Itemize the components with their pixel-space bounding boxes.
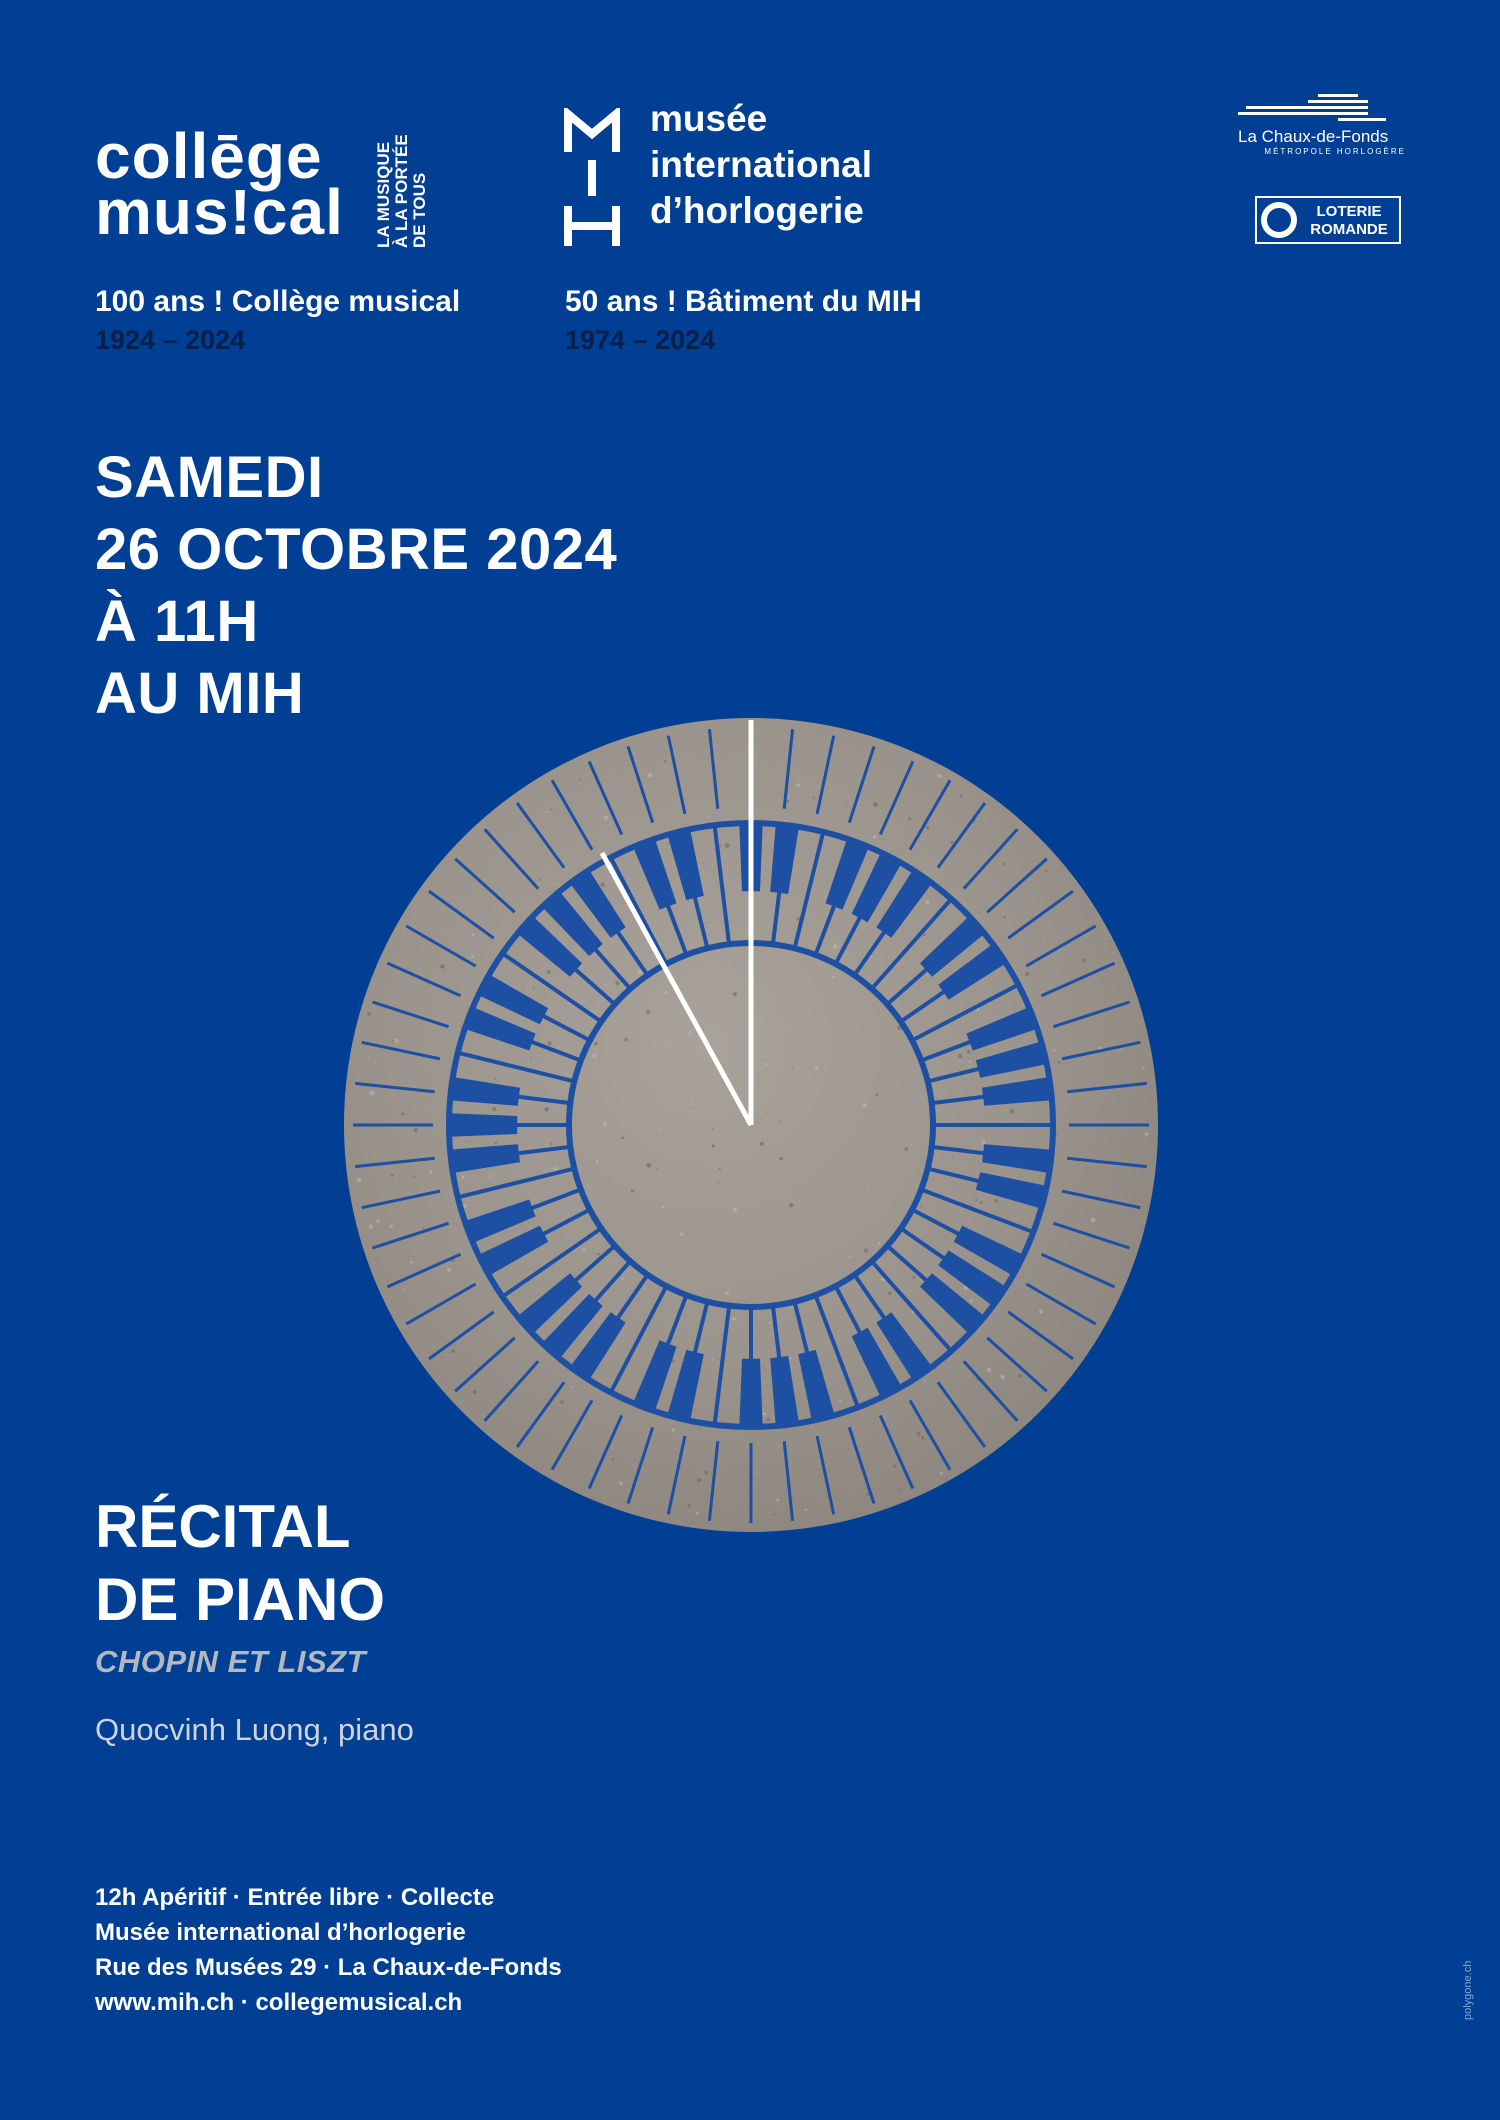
stone-speck bbox=[1002, 863, 1005, 866]
stone-speck bbox=[763, 1412, 766, 1415]
stone-speck bbox=[696, 1512, 699, 1515]
stone-speck bbox=[970, 1218, 972, 1220]
stone-speck bbox=[492, 1107, 496, 1111]
stone-speck bbox=[916, 1432, 920, 1436]
stone-speck bbox=[658, 1038, 660, 1040]
stone-speck bbox=[970, 1299, 973, 1302]
stone-speck bbox=[631, 1189, 634, 1192]
stone-speck bbox=[732, 1317, 736, 1321]
stone-speck bbox=[572, 1387, 574, 1389]
stone-speck bbox=[403, 1289, 405, 1291]
college-anniversary-title: 100 ans ! Collège musical bbox=[95, 285, 461, 318]
stone-speck bbox=[646, 1010, 650, 1014]
loterie-line1: LOTERIE bbox=[1316, 203, 1382, 220]
stone-speck bbox=[815, 1066, 819, 1070]
stone-speck bbox=[545, 811, 547, 813]
info-line: www.mih.ch · collegemusical.ch bbox=[95, 1989, 463, 2016]
mih-line: d’horlogerie bbox=[650, 190, 864, 231]
stone-speck bbox=[898, 1488, 900, 1490]
stone-speck bbox=[640, 1021, 641, 1022]
stone-speck bbox=[937, 774, 941, 778]
stone-speck bbox=[719, 1168, 721, 1170]
stone-speck bbox=[648, 773, 653, 778]
stone-speck bbox=[875, 1093, 878, 1096]
stone-speck bbox=[451, 1349, 455, 1353]
stone-speck bbox=[923, 1381, 925, 1383]
stone-speck bbox=[917, 1097, 919, 1099]
stone-speck bbox=[700, 1426, 702, 1428]
piano-clock-icon bbox=[344, 718, 1158, 1532]
stone-speck bbox=[975, 1199, 977, 1201]
college-musical-tagline bbox=[375, 98, 525, 248]
college-musical-wordmark-line2: mus!cal bbox=[95, 176, 344, 248]
stone-speck bbox=[912, 1276, 915, 1279]
stone-speck bbox=[925, 900, 929, 904]
practical-info bbox=[95, 1880, 562, 2020]
mih-line: musée bbox=[650, 98, 768, 139]
stone-speck bbox=[619, 1482, 622, 1485]
stone-speck bbox=[656, 1168, 658, 1170]
stone-speck bbox=[565, 1173, 567, 1175]
stone-speck bbox=[766, 1063, 769, 1066]
stone-speck bbox=[836, 1327, 837, 1328]
stone-speck bbox=[839, 1400, 841, 1402]
stone-speck bbox=[712, 1145, 715, 1148]
stone-speck bbox=[733, 1208, 737, 1212]
stone-speck bbox=[472, 933, 475, 936]
stone-speck bbox=[530, 1057, 532, 1059]
stone-speck bbox=[733, 965, 735, 967]
info-line: Rue des Musées 29 · La Chaux-de-Fonds bbox=[95, 1954, 562, 1981]
stone-speck bbox=[689, 1031, 692, 1034]
event-title bbox=[95, 1490, 385, 1636]
stone-speck bbox=[797, 783, 801, 787]
stone-speck bbox=[563, 1099, 565, 1101]
stone-speck bbox=[725, 1291, 729, 1295]
stone-speck bbox=[680, 1233, 684, 1237]
tagline-line: DE TOUS bbox=[410, 172, 429, 248]
stone-speck bbox=[440, 964, 444, 968]
stone-speck bbox=[878, 1242, 880, 1244]
stone-speck bbox=[713, 1260, 715, 1262]
stone-speck bbox=[461, 1176, 465, 1180]
stone-speck bbox=[831, 976, 833, 978]
stone-speck bbox=[1053, 1049, 1055, 1051]
event-date bbox=[95, 442, 617, 730]
stone-speck bbox=[550, 1143, 553, 1146]
stone-speck bbox=[711, 1358, 713, 1360]
stone-speck bbox=[950, 841, 953, 844]
black-key bbox=[449, 1113, 517, 1136]
stone-speck bbox=[995, 1199, 999, 1203]
stone-speck bbox=[548, 1041, 552, 1045]
stone-speck bbox=[367, 1012, 370, 1015]
stone-speck bbox=[737, 1078, 739, 1080]
stone-speck bbox=[787, 981, 789, 983]
stone-speck bbox=[779, 1120, 781, 1122]
stone-speck bbox=[833, 944, 838, 949]
stone-speck bbox=[659, 1127, 661, 1129]
stone-speck bbox=[1058, 1061, 1061, 1064]
stone-speck bbox=[582, 1248, 585, 1251]
loterie-line2: ROMANDE bbox=[1310, 221, 1388, 238]
stone-speck bbox=[792, 1067, 793, 1068]
stone-speck bbox=[940, 1472, 943, 1475]
stone-speck bbox=[533, 987, 535, 989]
stone-speck bbox=[560, 1401, 563, 1404]
stone-speck bbox=[862, 1103, 866, 1107]
stone-speck bbox=[920, 1206, 922, 1208]
stone-speck bbox=[1083, 1299, 1084, 1300]
chaux-de-fonds-name: La Chaux-de-Fonds bbox=[1238, 127, 1389, 146]
stone-speck bbox=[413, 1176, 415, 1178]
stone-speck bbox=[1039, 1310, 1043, 1314]
college-anniversary-years: 1924 – 2024 bbox=[95, 325, 246, 355]
stone-speck bbox=[664, 991, 668, 995]
stone-speck bbox=[390, 1225, 393, 1228]
stone-speck bbox=[489, 1175, 492, 1178]
college-musical-logo bbox=[95, 120, 344, 248]
stone-speck bbox=[646, 1163, 651, 1168]
stone-speck bbox=[495, 1079, 497, 1081]
stone-speck bbox=[615, 981, 619, 985]
stone-speck bbox=[414, 1128, 418, 1132]
stone-speck bbox=[718, 1182, 719, 1183]
stone-speck bbox=[923, 933, 926, 936]
stone-speck bbox=[597, 1253, 599, 1255]
stone-speck bbox=[473, 1390, 477, 1394]
stone-speck bbox=[392, 1040, 394, 1042]
performer: Quocvinh Luong, piano bbox=[95, 1712, 414, 1747]
stone-speck bbox=[596, 1160, 599, 1163]
stone-speck bbox=[1025, 972, 1029, 976]
stone-speck bbox=[553, 1167, 557, 1171]
stone-speck bbox=[924, 1273, 926, 1275]
date-line: 26 OCTOBRE 2024 bbox=[95, 517, 618, 582]
stone-speck bbox=[401, 1112, 404, 1115]
stone-speck bbox=[895, 1193, 897, 1195]
stone-speck bbox=[1145, 1133, 1148, 1136]
stone-speck bbox=[544, 1107, 548, 1111]
stone-speck bbox=[908, 817, 911, 820]
stone-speck bbox=[969, 1060, 972, 1063]
stone-speck bbox=[1042, 937, 1044, 939]
stone-speck bbox=[982, 1140, 986, 1144]
stone-speck bbox=[1003, 916, 1005, 918]
mih-monogram-icon bbox=[562, 108, 622, 248]
stone-speck bbox=[600, 882, 604, 886]
stone-speck bbox=[624, 1038, 628, 1042]
stone-speck bbox=[1048, 926, 1049, 927]
stone-speck bbox=[1082, 959, 1086, 963]
stone-speck bbox=[410, 1261, 413, 1264]
stone-speck bbox=[719, 845, 721, 847]
stone-speck bbox=[510, 820, 512, 822]
stone-speck bbox=[776, 1499, 779, 1502]
stone-speck bbox=[715, 901, 716, 902]
loterie-text bbox=[1301, 203, 1397, 239]
title-line: RÉCITAL bbox=[95, 1493, 351, 1560]
stone-speck bbox=[948, 1141, 950, 1143]
college-anniversary bbox=[95, 285, 460, 356]
info-line: 12h Apéritif · Entrée libre · Collecte bbox=[95, 1884, 495, 1911]
stone-speck bbox=[370, 1091, 375, 1096]
stone-speck bbox=[901, 853, 902, 854]
mih-wordmark bbox=[650, 96, 872, 234]
stone-speck bbox=[967, 1050, 971, 1054]
stone-speck bbox=[856, 1026, 858, 1028]
stone-speck bbox=[847, 1255, 849, 1257]
loterie-romande-logo bbox=[1255, 196, 1401, 244]
stone-speck bbox=[864, 1249, 868, 1253]
mih-anniversary bbox=[565, 285, 922, 356]
stone-speck bbox=[594, 1042, 598, 1046]
stone-speck bbox=[773, 1513, 775, 1515]
stone-speck bbox=[547, 970, 551, 974]
mih-monogram bbox=[562, 108, 622, 248]
stone-speck bbox=[376, 1220, 380, 1224]
stone-speck bbox=[769, 1321, 772, 1324]
designer-credit: polygone.ch bbox=[1462, 1960, 1474, 2020]
stone-speck bbox=[603, 1122, 607, 1126]
clock-illustration bbox=[344, 718, 1158, 1532]
stone-speck bbox=[612, 1458, 615, 1461]
stone-speck bbox=[539, 879, 541, 881]
stone-speck bbox=[551, 809, 553, 811]
stone-speck bbox=[788, 1192, 789, 1193]
stone-speck bbox=[1010, 1109, 1015, 1114]
chaux-de-fonds-logo bbox=[1238, 92, 1408, 156]
stone-speck bbox=[888, 1291, 892, 1295]
stone-speck bbox=[873, 835, 876, 838]
stone-speck bbox=[805, 1509, 807, 1511]
mih-anniversary-title: 50 ans ! Bâtiment du MIH bbox=[565, 285, 922, 318]
stone-speck bbox=[422, 1227, 424, 1229]
stone-speck bbox=[731, 1095, 732, 1096]
loterie-circle-icon bbox=[1261, 202, 1297, 238]
black-key bbox=[739, 1359, 762, 1427]
stone-speck bbox=[662, 1206, 665, 1209]
tagline-line: LA MUSIQUE bbox=[374, 141, 393, 248]
info-line: Musée international d’horlogerie bbox=[95, 1919, 466, 1946]
mih-anniversary-years: 1974 – 2024 bbox=[565, 325, 716, 355]
stone-speck bbox=[760, 1142, 764, 1146]
college-musical-wordmark-line1: collēge bbox=[95, 120, 323, 192]
stone-speck bbox=[725, 843, 730, 848]
stone-speck bbox=[369, 1224, 373, 1228]
stone-speck bbox=[668, 843, 670, 845]
chaux-de-fonds-subtitle: MÉTROPOLE HORLOGÈRE bbox=[1264, 147, 1406, 156]
stone-speck bbox=[868, 1185, 870, 1187]
title-line: DE PIANO bbox=[95, 1566, 386, 1633]
date-line: À 11H bbox=[95, 589, 259, 654]
stone-speck bbox=[704, 1470, 708, 1474]
stone-speck bbox=[882, 1199, 884, 1201]
stone-speck bbox=[757, 1472, 759, 1474]
stone-speck bbox=[494, 1142, 497, 1145]
stone-speck bbox=[637, 970, 642, 975]
stone-speck bbox=[961, 1087, 963, 1089]
stone-speck bbox=[592, 1053, 596, 1057]
tagline-line: À LA PORTÉE bbox=[392, 134, 411, 248]
stone-speck bbox=[691, 1103, 693, 1105]
stone-speck bbox=[1045, 870, 1048, 873]
stone-speck bbox=[767, 1418, 771, 1422]
stone-speck bbox=[697, 1478, 701, 1482]
date-line: SAMEDI bbox=[95, 445, 324, 510]
mih-line: international bbox=[650, 144, 873, 185]
stone-speck bbox=[790, 1357, 792, 1359]
stone-speck bbox=[979, 912, 981, 914]
stone-speck bbox=[813, 797, 815, 799]
stone-speck bbox=[688, 1504, 691, 1507]
stone-speck bbox=[604, 815, 608, 819]
stone-speck bbox=[580, 1252, 581, 1253]
stone-speck bbox=[712, 1128, 714, 1130]
date-line: AU MIH bbox=[95, 661, 305, 726]
stone-speck bbox=[429, 1171, 432, 1174]
stone-speck bbox=[960, 794, 963, 797]
stone-speck bbox=[622, 1278, 624, 1280]
stone-speck bbox=[605, 983, 608, 986]
stone-speck bbox=[958, 1054, 962, 1058]
stone-speck bbox=[980, 1201, 983, 1204]
stone-speck bbox=[1001, 1375, 1005, 1379]
stone-speck bbox=[893, 1465, 896, 1468]
stone-speck bbox=[522, 988, 524, 990]
stone-speck bbox=[733, 992, 737, 996]
stone-speck bbox=[921, 1436, 924, 1439]
stone-speck bbox=[670, 806, 671, 807]
stone-speck bbox=[666, 1041, 669, 1044]
stone-speck bbox=[1121, 1049, 1123, 1051]
chaux-de-fonds-icon bbox=[1238, 92, 1388, 122]
stone-speck bbox=[873, 802, 878, 807]
stone-speck bbox=[368, 1056, 370, 1058]
stone-speck bbox=[447, 1268, 451, 1272]
stone-speck bbox=[1091, 1218, 1096, 1223]
stone-speck bbox=[672, 1428, 675, 1431]
stone-speck bbox=[640, 1509, 641, 1510]
stone-speck bbox=[394, 1039, 398, 1043]
stone-speck bbox=[1143, 1067, 1145, 1069]
stone-speck bbox=[664, 760, 666, 762]
stone-speck bbox=[579, 779, 581, 781]
stone-speck bbox=[987, 1368, 991, 1372]
stone-speck bbox=[471, 955, 474, 958]
stone-speck bbox=[621, 1136, 624, 1139]
stone-speck bbox=[779, 1157, 783, 1161]
composers: CHOPIN ET LISZT bbox=[95, 1644, 366, 1679]
stone-speck bbox=[845, 805, 847, 807]
stone-speck bbox=[357, 1178, 361, 1182]
stone-speck bbox=[905, 1147, 909, 1151]
stone-speck bbox=[766, 1119, 768, 1121]
stone-speck bbox=[926, 826, 930, 830]
stone-speck bbox=[1018, 1374, 1022, 1378]
stone-speck bbox=[789, 1203, 794, 1208]
stone-speck bbox=[391, 1174, 394, 1177]
